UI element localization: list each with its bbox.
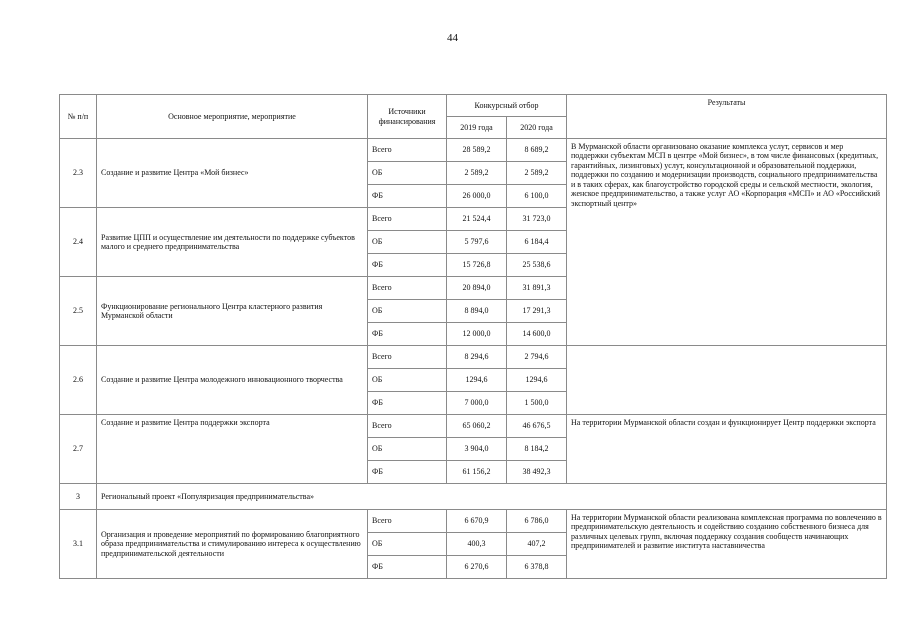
value-2020: 407,2 (507, 533, 567, 556)
section-title: Региональный проект «Популяризация предпринимательства» (97, 484, 887, 510)
row-number: 2.3 (60, 139, 97, 208)
source-label: ФБ (368, 556, 447, 579)
source-label: Всего (368, 346, 447, 369)
value-2019: 8 894,0 (447, 300, 507, 323)
value-2019: 15 726,8 (447, 254, 507, 277)
page-number: 44 (447, 32, 458, 44)
header-year-2020: 2020 года (507, 117, 567, 139)
value-2019: 8 294,6 (447, 346, 507, 369)
source-label: ОБ (368, 369, 447, 392)
source-label: ОБ (368, 231, 447, 254)
value-2020: 38 492,3 (507, 461, 567, 484)
value-2020: 6 378,8 (507, 556, 567, 579)
value-2019: 28 589,2 (447, 139, 507, 162)
result-empty (567, 346, 887, 415)
table-row (60, 510, 887, 533)
value-2020: 14 600,0 (507, 323, 567, 346)
activity-name: Функционирование регионального Центра кластерного развития Мурманской области (97, 277, 368, 346)
source-label: Всего (368, 415, 447, 438)
value-2020: 46 676,5 (507, 415, 567, 438)
value-2019: 2 589,2 (447, 162, 507, 185)
value-2020: 6 786,0 (507, 510, 567, 533)
activity-name: Организация и проведение мероприятий по формированию благоприятного образа предпринимательства и стимулированию интереса к осуществлению предпринимательской деятельности (97, 510, 368, 579)
value-2020: 31 723,0 (507, 208, 567, 231)
value-2019: 400,3 (447, 533, 507, 556)
value-2019: 6 270,6 (447, 556, 507, 579)
header-num: № п/п (60, 95, 97, 139)
row-number: 3.1 (60, 510, 97, 579)
value-2019: 65 060,2 (447, 415, 507, 438)
result-text: На территории Мурманской области реализована комплексная программа по вовлечению в предпринимательскую деятельность и содействию созданию собственного бизнеса для различных целевых групп, включая поддержку создания сообществ начинающих предпринимателей и развитие института наставничества (567, 510, 887, 579)
header-year-2019: 2019 года (447, 117, 507, 139)
value-2019: 1294,6 (447, 369, 507, 392)
source-label: ФБ (368, 323, 447, 346)
value-2019: 12 000,0 (447, 323, 507, 346)
value-2020: 17 291,3 (507, 300, 567, 323)
value-2020: 25 538,6 (507, 254, 567, 277)
source-label: Всего (368, 139, 447, 162)
table-row (60, 139, 887, 162)
value-2020: 8 184,2 (507, 438, 567, 461)
value-2020: 2 589,2 (507, 162, 567, 185)
section-row (60, 484, 887, 510)
result-text: В Мурманской области организовано оказание комплекса услут, сервисов и мер поддержки субъектам МСП в центре «Мой бизнес», в том числе финансовых (кредитных, гарантийных, лизинговых) услут, консультационной и образовательной поддержки, поддержки по созданию и модернизации производств, социального предпринимательства и в таких сферах, как благоустройство городской среды и сельской местности, экология, женское предпринимательство, а также услуг АО «Корпорация «МСП» и АО «Российский экспортный центр» (567, 139, 887, 346)
source-label: Всего (368, 277, 447, 300)
source-label: ФБ (368, 392, 447, 415)
value-2020: 6 100,0 (507, 185, 567, 208)
source-label: ОБ (368, 438, 447, 461)
header-results: Результаты (567, 95, 887, 139)
activity-name: Создание и развитие Центра поддержки экспорта (97, 415, 368, 484)
value-2020: 1 500,0 (507, 392, 567, 415)
source-label: Всего (368, 510, 447, 533)
table-row (60, 346, 887, 369)
value-2019: 20 894,0 (447, 277, 507, 300)
row-number: 2.4 (60, 208, 97, 277)
activity-name: Создание и развитие Центра молодежного инновационного творчества (97, 346, 368, 415)
row-number: 2.5 (60, 277, 97, 346)
table-row (60, 415, 887, 438)
source-label: ОБ (368, 533, 447, 556)
row-number: 2.6 (60, 346, 97, 415)
activity-name: Создание и развитие Центра «Мой бизнес» (97, 139, 368, 208)
result-text: На территории Мурманской области создан и функционирует Центр поддержки экспорта (567, 415, 887, 484)
value-2019: 5 797,6 (447, 231, 507, 254)
report-table (59, 94, 887, 579)
source-label: ОБ (368, 300, 447, 323)
value-2020: 6 184,4 (507, 231, 567, 254)
value-2020: 31 891,3 (507, 277, 567, 300)
value-2020: 2 794,6 (507, 346, 567, 369)
value-2019: 26 000,0 (447, 185, 507, 208)
row-number: 2.7 (60, 415, 97, 484)
source-label: ФБ (368, 185, 447, 208)
value-2020: 1294,6 (507, 369, 567, 392)
value-2019: 21 524,4 (447, 208, 507, 231)
value-2019: 61 156,2 (447, 461, 507, 484)
activity-name: Развитие ЦПП и осуществление им деятельности по поддержке субъектов малого и среднего предпринимательства (97, 208, 368, 277)
header-activity: Основное мероприятие, мероприятие (97, 95, 368, 139)
source-label: ОБ (368, 162, 447, 185)
value-2019: 7 000,0 (447, 392, 507, 415)
value-2019: 3 904,0 (447, 438, 507, 461)
value-2019: 6 670,9 (447, 510, 507, 533)
source-label: Всего (368, 208, 447, 231)
source-label: ФБ (368, 461, 447, 484)
section-number: 3 (60, 484, 97, 510)
source-label: ФБ (368, 254, 447, 277)
header-competition: Конкурсный отбор (447, 95, 567, 117)
header-sources: Источники финансирования (368, 95, 447, 139)
value-2020: 8 689,2 (507, 139, 567, 162)
